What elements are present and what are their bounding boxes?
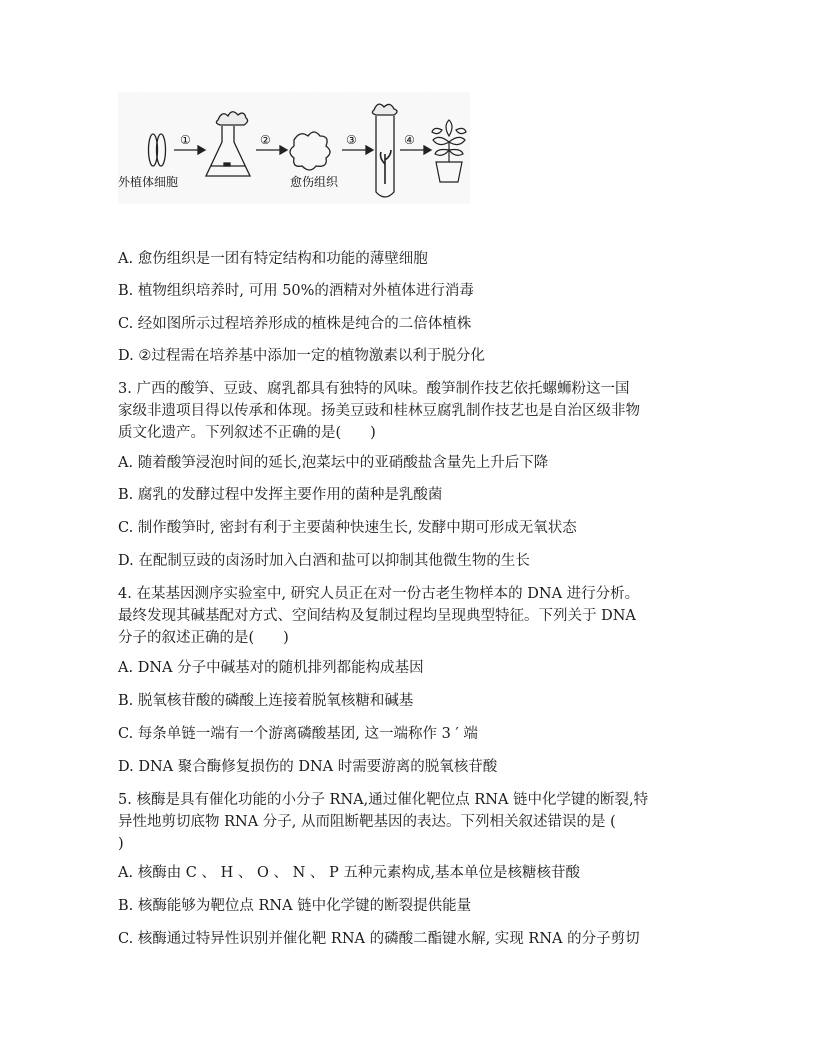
q5-stem-line: 异性地剪切底物 RNA 分子, 从而阻断靶基因的表达。下列相关叙述错误的是 ( [118,814,616,830]
q5-stem-line: ) [118,836,124,852]
q4-stem [118,583,698,649]
tissue-culture-figure [118,92,470,204]
q4-stem-line: 最终发现其碱基配对方式、空间结构及复制过程均呈现典型特征。下列关于 DNA [118,608,636,624]
step-4-label: ④ [404,133,415,147]
q2-option-d: D. ②过程需在培养基中添加一定的植物激素以利于脱分化 [118,348,485,364]
tissue-culture-diagram [118,92,470,204]
q4-stem-line: 分子的叙述正确的是( ) [118,630,289,646]
callus-label: 愈伤组织 [290,175,339,189]
q4-option-a: A. DNA 分子中碱基对的随机排列都能构成基因 [118,660,424,676]
q3-option-b: B. 腐乳的发酵过程中发挥主要作用的菌种是乳酸菌 [118,487,443,503]
q2-option-c: C. 经如图所示过程培养形成的植株是纯合的二倍体植株 [118,316,472,332]
explant-cells-label: 外植体细胞 [118,175,179,189]
q4-option-c: C. 每条单链一端有一个游离磷酸基团, 这一端称作 3 ′ 端 [118,726,478,742]
q2-option-b: B. 植物组织培养时, 可用 50%的酒精对外植体进行消毒 [118,283,474,299]
q5-option-c: C. 核酶通过特异性识别并催化靶 RNA 的磷酸二酯键水解, 实现 RNA 的分子剪切 [118,931,640,947]
q4-stem-line: 4. 在某基因测序实验室中, 研究人员正在对一份古老生物样本的 DNA 进行分析。 [118,586,640,602]
q3-stem-line: 3. 广西的酸笋、豆豉、腐乳都具有独特的风味。酸笋制作技艺依托螺蛳粉这一国 [118,381,630,397]
q3-option-c: C. 制作酸笋时, 密封有利于主要菌种快速生长, 发酵中期可形成无氧状态 [118,520,577,536]
step-2-label: ② [260,133,271,147]
q5-option-b: B. 核酶能够为靶位点 RNA 链中化学键的断裂提供能量 [118,898,472,914]
q5-stem-line: 5. 核酶是具有催化功能的小分子 RNA,通过催化靶位点 RNA 链中化学键的断裂,特 [118,792,649,808]
q5-option-a: A. 核酶由 C 、 H 、 O 、 N 、 P 五种元素构成,基本单位是核糖核苷酸 [118,865,580,881]
q4-option-b: B. 脱氧核苷酸的磷酸上连接着脱氧核糖和碱基 [118,693,414,709]
q4-option-d: D. DNA 聚合酶修复损伤的 DNA 时需要游离的脱氧核苷酸 [118,759,498,775]
q5-stem [118,789,698,855]
q3-option-d: D. 在配制豆豉的卤汤时加入白酒和盐可以抑制其他微生物的生长 [118,553,530,569]
q2-option-a: A. 愈伤组织是一团有特定结构和功能的薄壁细胞 [118,251,428,267]
step-3-label: ③ [346,133,357,147]
q3-stem [118,378,698,444]
q3-stem-line: 家级非遗项目得以传承和体现。扬美豆豉和桂林豆腐乳制作技艺也是自治区级非物 [118,403,640,419]
step-1-label: ① [180,133,191,147]
q3-stem-line: 质文化遗产。下列叙述不正确的是( ) [118,425,376,441]
q3-option-a: A. 随着酸笋浸泡时间的延长,泡菜坛中的亚硝酸盐含量先上升后下降 [118,455,549,471]
